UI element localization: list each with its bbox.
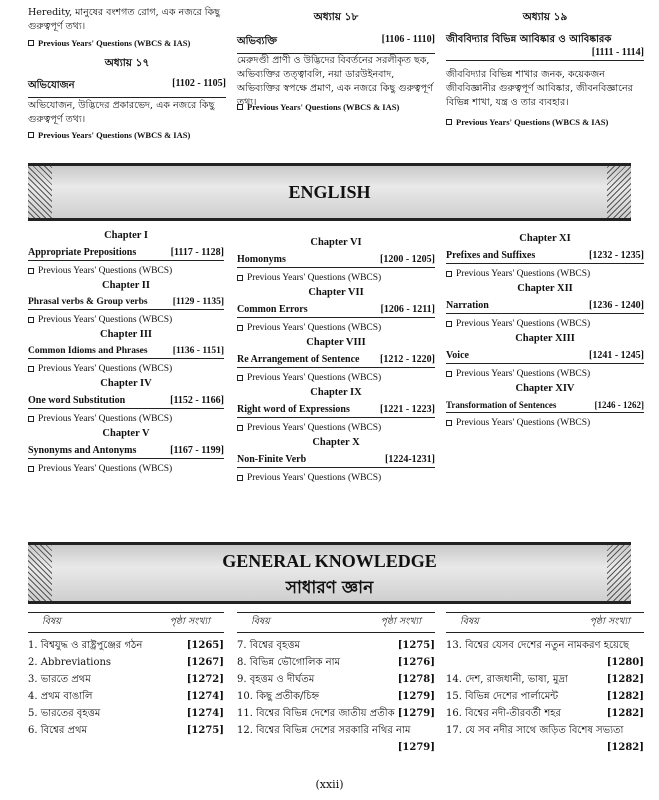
english-title: ENGLISH [288,182,371,202]
chapter-title: Phrasal verbs & Group verbs [28,297,148,307]
pyq-item: Previous Years' Questions (WBCS) [446,369,644,379]
topic-title-row: অভিযোজন [1102 - 1105] [28,78,226,98]
pyq-item: Previous Years' Questions (WBCS) [237,273,435,283]
page-header: পৃষ্ঠা সংখ্যা [169,616,210,627]
chapter-pages: [1200 - 1205] [380,254,435,265]
gk-item-page: [1280] [606,657,644,668]
english-chapter [28,230,224,276]
chapter-heading: Chapter X [312,437,360,448]
chapter-heading: Chapter XI [519,233,571,244]
gk-column-3 [446,612,644,756]
gk-item-page: [1275] [397,640,435,651]
english-chapter [28,280,224,325]
chapter-title-row [28,247,224,261]
chapter-pages: [1117 - 1128] [170,247,224,258]
pyq-item: Previous Years' Questions (WBCS) [28,315,224,325]
chapter-title-row [446,350,644,364]
chapter-heading: Chapter II [102,280,150,291]
gk-item-text: 11. বিশ্বের বিভিন্ন দেশের জাতীয় প্রতীক [237,708,395,719]
checkbox-icon [237,275,243,281]
chapter-title: One word Substitution [28,395,126,406]
chapter-title: Narration [446,300,489,311]
gk-list-item [28,705,224,722]
chapter-title: Transformation of Sentences [446,400,557,410]
chapter-title: Appropriate Prepositions [28,247,137,258]
chapter-heading: Chapter VII [308,287,364,298]
pyq-item: Previous Years' Questions (WBCS & IAS) [28,130,190,140]
chapter-title: Non-Finite Verb [237,454,307,465]
chapter-title-row [28,346,224,359]
page-number: (xxii) [315,778,344,791]
pyq-item: Previous Years' Questions (WBCS) [446,269,644,279]
gk-list-item [28,688,224,705]
checkbox-icon [446,271,452,277]
page-header: পৃষ্ঠা সংখ্যা [589,616,630,627]
chapter-title-row [237,454,435,468]
gk-item-page: [1278] [397,674,435,685]
chapter-title: Synonyms and Antonyms [28,445,137,456]
gk-title-en: GENERAL KNOWLEDGE [222,551,437,571]
gk-list-item [237,688,435,705]
english-chapter [446,333,644,379]
english-column-2 [237,237,435,487]
gk-table-header [28,612,224,633]
pyq-item: Previous Years' Questions (WBCS) [28,266,224,276]
topic-text: জীববিদ্যার বিভিন্ন শাখার জনক, কয়েকজন জীববিজ্ঞানীর গুরুত্বপূর্ণ আবিষ্কার, জীবনবিজ্ঞানের বিভিন্ন শাখা, যন্ত্র ও তার ব্যবহার। [446,69,633,108]
english-column-1 [28,230,224,478]
checkbox-icon [446,371,452,377]
gk-title-bn: সাধারণ জ্ঞান [285,578,374,598]
pyq-item: Previous Years' Questions (WBCS) [237,473,435,483]
gk-list-item [446,637,644,671]
gk-item-text: 4. প্রথম বাঙালি [28,691,93,702]
gk-item-text: 16. বিশ্বের নদী-তীরবর্তী শহর [446,708,562,719]
intro-text: Heredity, মানুষের বংশগত রোগ, এক নজরে কিছু গুরুত্বপূর্ণ তথ্য। [28,7,220,32]
english-chapter [28,378,224,424]
gk-item-page: [1279] [397,742,435,753]
english-chapter [237,337,435,383]
english-chapter [28,329,224,374]
chapter-pages: [1167 - 1199] [170,445,224,456]
chapter-heading: Chapter I [104,230,148,241]
english-chapter [237,287,435,333]
chapter-title-row [237,254,435,268]
checkbox-icon [446,420,452,426]
gk-item-text: 2. Abbreviations [28,657,112,668]
chapter-title: Common Idioms and Phrases [28,346,148,356]
chapter-pages: [1232 - 1235] [589,250,644,261]
english-chapter [446,383,644,428]
gk-item-text: 3. ভারতে প্রথম [28,674,91,685]
pyq-item: Previous Years' Questions (WBCS & IAS) [446,117,608,127]
checkbox-icon [28,317,34,323]
subject-header: বিষয় [42,616,61,627]
chapter-heading: Chapter XIII [515,333,575,344]
chapter-title-row [28,445,224,459]
checkbox-icon [237,104,243,110]
gk-table-header [237,612,435,633]
gk-item-text: 9. বৃহত্তম ও দীর্ঘতম [237,674,315,685]
chapter-title-row [237,354,435,368]
gk-item-text: 1. বিশ্বযুদ্ধ ও রাষ্ট্রপুঞ্জের গঠন [28,640,143,651]
gk-item-page: [1275] [186,725,224,736]
checkbox-icon [237,475,243,481]
chapter-title: Homonyms [237,254,286,265]
chapter-title-row [237,304,435,318]
gk-item-text: 12. বিশ্বের বিভিন্ন দেশের সরকারি নথির নাম [237,725,411,736]
gk-list-item [237,705,435,722]
chapter-heading: অধ্যায় ১৭ [104,57,150,69]
english-chapter [28,428,224,474]
checkbox-icon [237,375,243,381]
chapter-heading: Chapter III [99,329,153,340]
chapter-heading: Chapter IV [100,378,152,389]
gk-item-page: [1265] [186,640,224,651]
gk-section-banner [28,542,631,604]
gk-column-1 [28,612,224,739]
checkbox-icon [28,366,34,372]
gk-item-page: [1267] [186,657,224,668]
gk-item-text: 10. কিছু প্রতীক/চিহ্ন [237,691,320,702]
gk-list-item [28,671,224,688]
subject-header: বিষয় [251,616,270,627]
gk-item-page: [1282] [606,691,644,702]
checkbox-icon [237,325,243,331]
gk-item-page: [1272] [186,674,224,685]
chapter-pages: [1241 - 1245] [589,350,644,361]
chapter-title-row [446,400,644,413]
pyq-item: Previous Years' Questions (WBCS) [237,423,435,433]
checkbox-icon [28,132,34,138]
chapter-pages: [1221 - 1223] [380,404,435,415]
chapter-title: Voice [446,350,469,361]
gk-item-text: 5. ভারতের বৃহত্তম [28,708,101,719]
page-header: পৃষ্ঠা সংখ্যা [380,616,421,627]
gk-list-item [237,722,435,756]
chapter-title-row [446,300,644,314]
pyq-item: Previous Years' Questions (WBCS) [237,373,435,383]
chapter-pages: [1236 - 1240] [589,300,644,311]
gk-column-2 [237,612,435,756]
chapter-heading: Chapter V [102,428,150,439]
chapter-pages: [1206 - 1211] [380,304,435,315]
chapter-heading: অধ্যায় ১৯ [522,11,568,23]
pyq-item: Previous Years' Questions (WBCS) [28,464,224,474]
chapter-pages: [1246 - 1262] [594,400,644,410]
gk-list-item [446,705,644,722]
gk-table-header [446,612,644,633]
checkbox-icon [28,416,34,422]
english-chapter [237,387,435,433]
chapter-pages: [1212 - 1220] [380,354,435,365]
gk-list-item [28,722,224,739]
gk-item-page: [1279] [397,708,435,719]
chapter-title: Common Errors [237,304,308,315]
gk-item-text: 8. বিভিন্ন ভৌগোলিক নাম [237,657,341,668]
gk-item-page: [1274] [186,691,224,702]
english-section-banner [28,163,631,221]
topic-pages-row: [1111 - 1114] [446,47,644,61]
gk-list-item [237,671,435,688]
topic-title-row: অভিব্যক্তি [1106 - 1110] [237,34,435,54]
pyq-item: Previous Years' Questions (WBCS) [446,319,644,329]
checkbox-icon [28,466,34,472]
subject-header: বিষয় [460,616,479,627]
pyq-item: Previous Years' Questions (WBCS & IAS) [237,102,399,112]
pyq-item: Previous Years' Questions (WBCS) [28,364,224,374]
gk-list-item [28,654,224,671]
pyq-item: Previous Years' Questions (WBCS) [28,414,224,424]
gk-item-text: 14. দেশ, রাজধানী, ভাষা, মুদ্রা [446,674,568,685]
english-chapter [446,283,644,329]
chapter-title: Re Arrangement of Sentence [237,354,360,365]
chapter-title-row [446,250,644,264]
checkbox-icon [237,425,243,431]
gk-list-item [237,654,435,671]
chapter-title-row [28,395,224,409]
gk-item-text: 15. বিভিন্ন দেশের পার্লামেন্ট [446,691,559,702]
english-chapter [446,233,644,279]
chapter-title: Prefixes and Suffixes [446,250,536,261]
chapter-heading: Chapter VI [310,237,362,248]
chapter-heading: অধ্যায় ১৮ [313,11,359,23]
gk-item-text: 17. যে সব নদীর সাথে জড়িত বিশেষ সভ্যতা [446,725,624,736]
gk-item-page: [1282] [606,674,644,685]
gk-item-page: [1282] [606,708,644,719]
checkbox-icon [28,40,34,46]
gk-item-text: 7. বিশ্বের বৃহত্তম [237,640,301,651]
english-chapter [237,237,435,283]
gk-list-item [446,671,644,688]
gk-item-page: [1274] [186,708,224,719]
gk-list-item [446,688,644,705]
gk-item-text: 13. বিশ্বের যেসব দেশের নতুন নামকরণ হয়েছে [446,640,630,651]
chapter-pages: [1129 - 1135] [172,297,224,307]
gk-item-page: [1282] [606,742,644,753]
chapter-heading: Chapter IX [310,387,362,398]
checkbox-icon [446,119,452,125]
chapter-title-row [28,297,224,310]
chapter-pages: [1152 - 1166] [170,395,224,406]
pyq-item: Previous Years' Questions (WBCS) [446,418,644,428]
english-column-3 [446,233,644,432]
chapter-title-row [237,404,435,418]
gk-item-page: [1279] [397,691,435,702]
topic-title: জীববিদ্যার বিভিন্ন আবিষ্কার ও আবিষ্কারক [446,34,612,45]
pyq-item: Previous Years' Questions (WBCS & IAS) [28,38,190,48]
pyq-item: Previous Years' Questions (WBCS) [237,323,435,333]
gk-list-item [446,722,644,756]
topic-text: মেরুদণ্ডী প্রাণী ও উদ্ভিদের বিবর্তনের সরলীকৃত ছক, অভিব্যক্তির তত্ত্বাবলি, নয়া ডারউইনবাদ, অভিব্যক্তির স্বপক্ষে প্রমাণ, এক নজরে কিছু গুরুত্বপূর্ণ তথ্য। [237,55,433,108]
chapter-heading: Chapter XII [517,283,573,294]
chapter-pages: [1136 - 1151] [172,346,224,356]
chapter-pages: [1224-1231] [385,454,435,465]
english-chapter [237,437,435,483]
checkbox-icon [446,321,452,327]
chapter-heading: Chapter XIV [515,383,575,394]
chapter-title: Right word of Expressions [237,404,350,415]
gk-item-page: [1276] [397,657,435,668]
chapter-heading: Chapter VIII [306,337,366,348]
checkbox-icon [28,268,34,274]
gk-list-item [237,637,435,654]
gk-item-text: 6. বিশ্বের প্রথম [28,725,88,736]
gk-list-item [28,637,224,654]
topic-text: অভিযোজন, উদ্ভিদের প্রকারভেদ, এক নজরে কিছু গুরুত্বপূর্ণ তথ্য। [28,100,215,125]
